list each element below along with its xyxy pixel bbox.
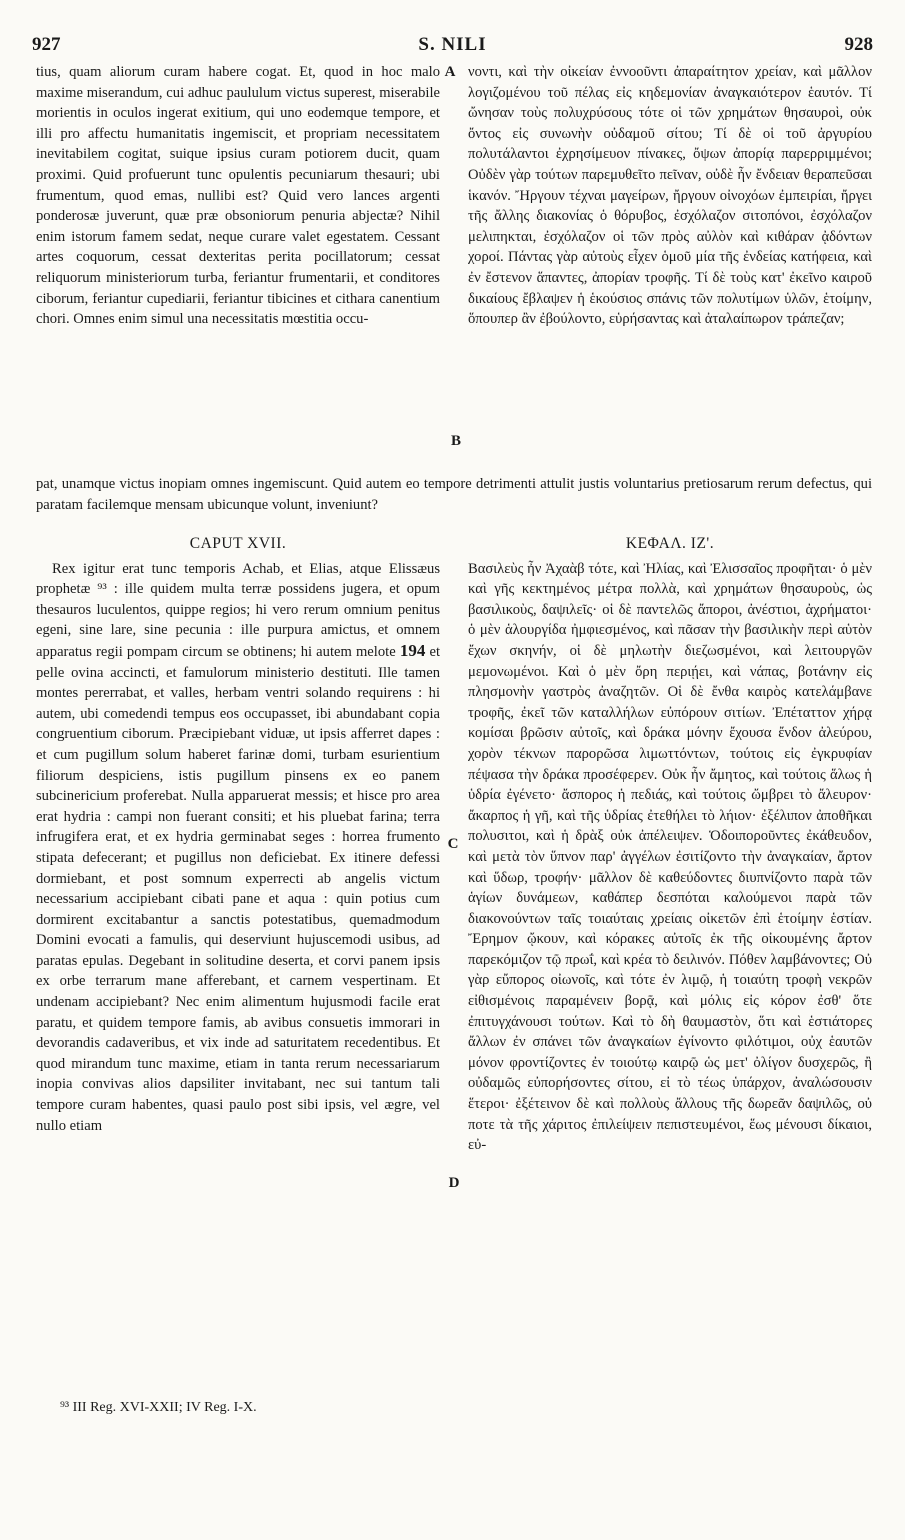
latin-chapter-text bbox=[36, 559, 440, 1137]
latin-column-top bbox=[36, 62, 440, 330]
latin-text-part: Rex igitur erat tunc temporis Achab, et Elias, atque Elissæus prophetæ ⁹³ : ille quidem multa terræ possidens jugera, et opum thesauros luculentos, quippe regios; hi vero rerum omnium penitus egeni, sine lare, sine pecunia : ille purpura amictus, et omnem apparatus regii pompam circum se obtinens; hi autem melote bbox=[36, 560, 440, 660]
margin-marker-a: A bbox=[444, 64, 456, 80]
latin-column-bottom bbox=[36, 534, 440, 1136]
greek-chapter-title: ΚΕΦΑΛ. ΙΖ'. bbox=[625, 535, 715, 552]
greek-column-top bbox=[468, 62, 872, 330]
greek-paragraph: νοντι, καὶ τὴν οἰκείαν ἐννοοῦντι ἀπαραίτητον χρείαν, καὶ μᾶλλον λογιζομένου τοῦ πέλας εἰς κηδεμονίαν ἀναγκαιότερον ἑαυτόν. Τί ὤνησαν τοὺς πολυχρύσους τότε οἱ τῶν χρημάτων θησαυροὶ, οὐκ ὄντος εἰς συνωνὴν οὐδαμοῦ σίτου; Τί δὲ οἱ τοῦ ἀργυρίου πολυτάλαντοι ἐχρησίμευον πίνακες, ὄψων ἀπορίᾳ παρερριμμένοι; Οὐδὲν γὰρ τούτων παρεμυθεῖτο πεῖναν, οὐδὲ ἦν ἔνδειαν θεραπεῦσαι ἱκανόν. Ἤργουν τέχναι μαγείρων, ἤργουν οἰνοχόων ἐμπειρίαι, ἤργει τῆς ἄλλης διακονίας ὁ θόρυβος, ἐσχόλαζον σιτοπόνοι, ἐσχόλαζον μελιπηκται, ἐσχόλαζον οἱ τῶν πρὸς αὐλὸν καὶ κιθάραν ᾀδόντων χοροί. Πάντας γὰρ αὐτοὺς εἶχεν ὁμοῦ μία τῆς ἐνδείας κατήφεια, καὶ ἐν ἔστενον ἅπαντες, ἀπορίαν τροφῆς. Τί δὲ τοὺς κατ' ἐκεῖνο καιροῦ δικαίους ἔβλαψεν ἡ ἑκούσιος σπάνις τῶν πολυτίμων ὑλῶν, ἑτοίμην, ὅπουπερ ἂν ἐβούλοντο, εὑρήσαντας καὶ ἀταλαίπωρον τράπεζαν; bbox=[468, 64, 872, 328]
latin-paragraph: tius, quam aliorum curam habere cogat. Et, quod in hoc malo maxime miserandum, cui adhuc paululum victus superest, miserabile morientis in oculos ingerat exitium, qui uno eodemque tempore, et illi pro affectu humanitatis ingemiscit, et propriam necessitatem inevitabilem cogitat, suique ipsius curam potiorem ducit, quam proximi. Quid profuerunt tunc opulentis pecuniarum thesauri; ubi frumentum, quod emas, nullibi est? Quid vero lances argenti ponderosæ juverunt, quæ præ obsoniorum penuria abjectæ? Nihil enim istorum famem sedat, neque curare valet egestatem. Cessant artes coquorum, cessat dexteritas perita pocillatorum; cessat reliquorum ministeriorum turba, feriantur frumentarii, et conditores ciborum, feriantur cupediarii, feriantur tibicines et cithara canentium chori. Omnes enim simul una necessitatis mœstitia occu- bbox=[36, 64, 440, 328]
greek-chapter-text: Βασιλεὺς ἦν Ἀχαὰβ τότε, καὶ Ἠλίας, καὶ Ἐλισσαῖος προφῆται· ὁ μὲν καὶ γῆς κεκτημένος μέτρα πολλὰ, καὶ χρημάτων θησαυροὺς, ὡς βασιλικοὺς, δαψιλεῖς· οἱ δὲ παντελῶς ἄποροι, ἀνέστιοι, ἀχρήματοι· ὁ μὲν ἁλουργίδα ἠμφιεσμένος, καὶ πᾶσαν τὴν βασιλικὴν περὶ αὑτὸν ἔχων σκηνήν, οἱ δὲ μηλωτὴν διεζωσμένοι, καὶ λειτουργῶν μεμονωμένοι. Καὶ ὁ μὲν ὄρη περιῄει, καὶ νάπας, βοτάνην εἰς πλησμονὴν γαστρὸς ἀναζητῶν. Οἱ δὲ ἔνθα καιρὸς κατελάμβανε τροφῆς, ἐκεῖ τῶν καταλλήλων εὐπόρουν σιτίων. Ἐπέταττον χήρᾳ κομίσαι βρῶσιν αὐτοῖς, καὶ δράκα μόνην ἔχουσα ἔνδον ἀλεύρου, χορὸν τέκνων παρορῶσα λιμωττόντων, τούτοις εἰς ἐγκρυφίαν πέψασα τὴν δράκα προσέφερεν. Οὐκ ἦν ἄμητος, καὶ τούτοις ἅλως ἡ ὑδρία ἐγένετο· ἄσπορος ἡ πεδιάς, καὶ τούτοις ὤμβρει τὸ ἄλευρον· ἄκαρπος ἡ γῆ, καὶ τῆς ὑδρίας ἐτεθήλει τὸ λήιον· ἐξέλιπον ἀποθῆκαι πολυσιτοι, καὶ ἡ δρὰξ οὐκ ἀπέλειψεν. Ὁδοιποροῦντες ἐκάθευδον, καὶ μετὰ τὸν ὕπνον παρ' ἀγγέλων ἐσιτίζοντο τὴν ἀναγκαίαν, ἄρτον καὶ ὕδωρ, τροφήν· μᾶλλον δὲ καθεύδοντες διυπνίζοντο παρὰ τῶν ἁγίων δυνάμεων, καθάπερ δεσπόται καλούμενοι παρὰ τῶν διακονούντων ταῖς τοιαύταις χρείαις οἰκετῶν ἐπὶ ἑτοίμην ἑστίαν. Ἔρημον ᾤκουν, καὶ κόρακες αὐτοῖς ἐκ τῆς οἰκουμένης ἄρτον παρεκόμιζον τῷ πρωΐ, καὶ κρέα τὸ δειλινόν. Πόθεν λαμβάνοντες; Οὐ γὰρ εὔπορος οἰωνοῖς, καὶ τότε ἐν λιμῷ, ἡ τοιαύτη τροφὴ νεκρῶν εἰθισμένοις παραμένειν βορᾷ, καὶ μόλις εἰς κόρον ἐσθ' ὅτε ἐπιτυγχάνουσι τούτων. Καὶ τὸ δὴ θαυμαστὸν, ὅτι καὶ ἑστιάτορες ἄλλων ἐν σπάνει τῶν ἀναγκαίων ἐγίνοντο φιλότιμοι, οὐχ ἑαυτῶν μόνον φροντίζοντες ἐν τοιούτῳ καιρῷ ὡς μετ' ὀλίγον δυσχερῶς, ἢ οὐδαμῶς εὐπορήσοντες σίτου, εἰ τὸ τέως ὑπάρχον, ἀναλώσουσιν ἕτεροι· ἐξέτεινον δὲ καὶ πολλοὺς ἄλλους τῆς δωρεᾶν δαψιλῶς, οὐ ποτε τὰ τῆς χάριτος ἐπιλείψειν πεπιστευμένοι, ἕως μένουσι δίκαιοι, εὐ- bbox=[468, 560, 872, 1154]
footnote: ⁹³ III Reg. XVI-XXII; IV Reg. I-X. bbox=[60, 1400, 257, 1415]
running-header bbox=[32, 34, 873, 58]
margin-marker-d: D bbox=[448, 1175, 460, 1191]
column-number: 194 bbox=[399, 640, 426, 660]
latin-text-part: et pelle ovina accincti, et famulorum ministerio destituti. Ille tamen montes pererrabat, et valles, herbam ventri solando requirens : hi autem, ubi comedendi tempus eos occupasset, ibi abundabant copia congruentium ciborum. Præcipiebant viduæ, ut ipsis afferret dapes : et cum pugillum solum haberet farinæ domi, turbam esurientium filiorum despiciens, istis pugillum pinsens ex eo panem subcinericium proferebat. Nulla apparuerat messis; et hisce pro area erat hydria : campi non fuerant consiti; et his pluebat farina; terra infrugifera erat, et ex hydria germinabat seges : horrea frumento stipata defecerant; et pugillus non deficiebat. Ex itinere defessi dormiebant, et post somnum experrecti ab angelis victum necessarium accipiebant cibati pane et aqua : quin potius cum dormirent excitabantur a sanctis potestatibus, quemadmodum Domini evocati a famulis, qui deserviunt hujuscemodi usibus, ad paratas epulas. Degebant in solitudine deserta, et corvi panem ipsis ex orbe terrarum mane afferebant, et carnem vespertinam. Et undenam accipiebant? Nec enim alimentum hujusmodi facile erat paratu, et quidem tempore famis, ab avibus consuetis immorari in devorandis cadaveribus, et vix inde ad saturitatem recedentibus. Et quod mirandum tunc maxime, etiam in tanta rerum necessariarum inopia convivas alios dapsiliter invitabant, nec sui tantum tali tempore curam habentes, quasi paulo post sibi ipsis, vel ægre, vel nullo etiam bbox=[36, 643, 441, 1134]
left-page-number: 927 bbox=[32, 34, 61, 55]
margin-marker-c: C bbox=[447, 836, 459, 852]
latin-continuation: pat, unamque victus inopiam omnes ingemiscunt. Quid autem eo tempore detrimenti attulit justis voluntarius pretiosarum rerum defectus, qui paratam facilemque mensam ubicunque volunt, inveniunt? bbox=[36, 476, 872, 513]
greek-column-bottom bbox=[468, 534, 872, 1156]
latin-chapter-title: CAPUT XVII. bbox=[189, 535, 287, 552]
full-width-continuation bbox=[36, 474, 872, 515]
margin-marker-b: B bbox=[450, 433, 461, 449]
right-page-number: 928 bbox=[844, 34, 873, 55]
header-title: S. NILI bbox=[418, 34, 487, 55]
